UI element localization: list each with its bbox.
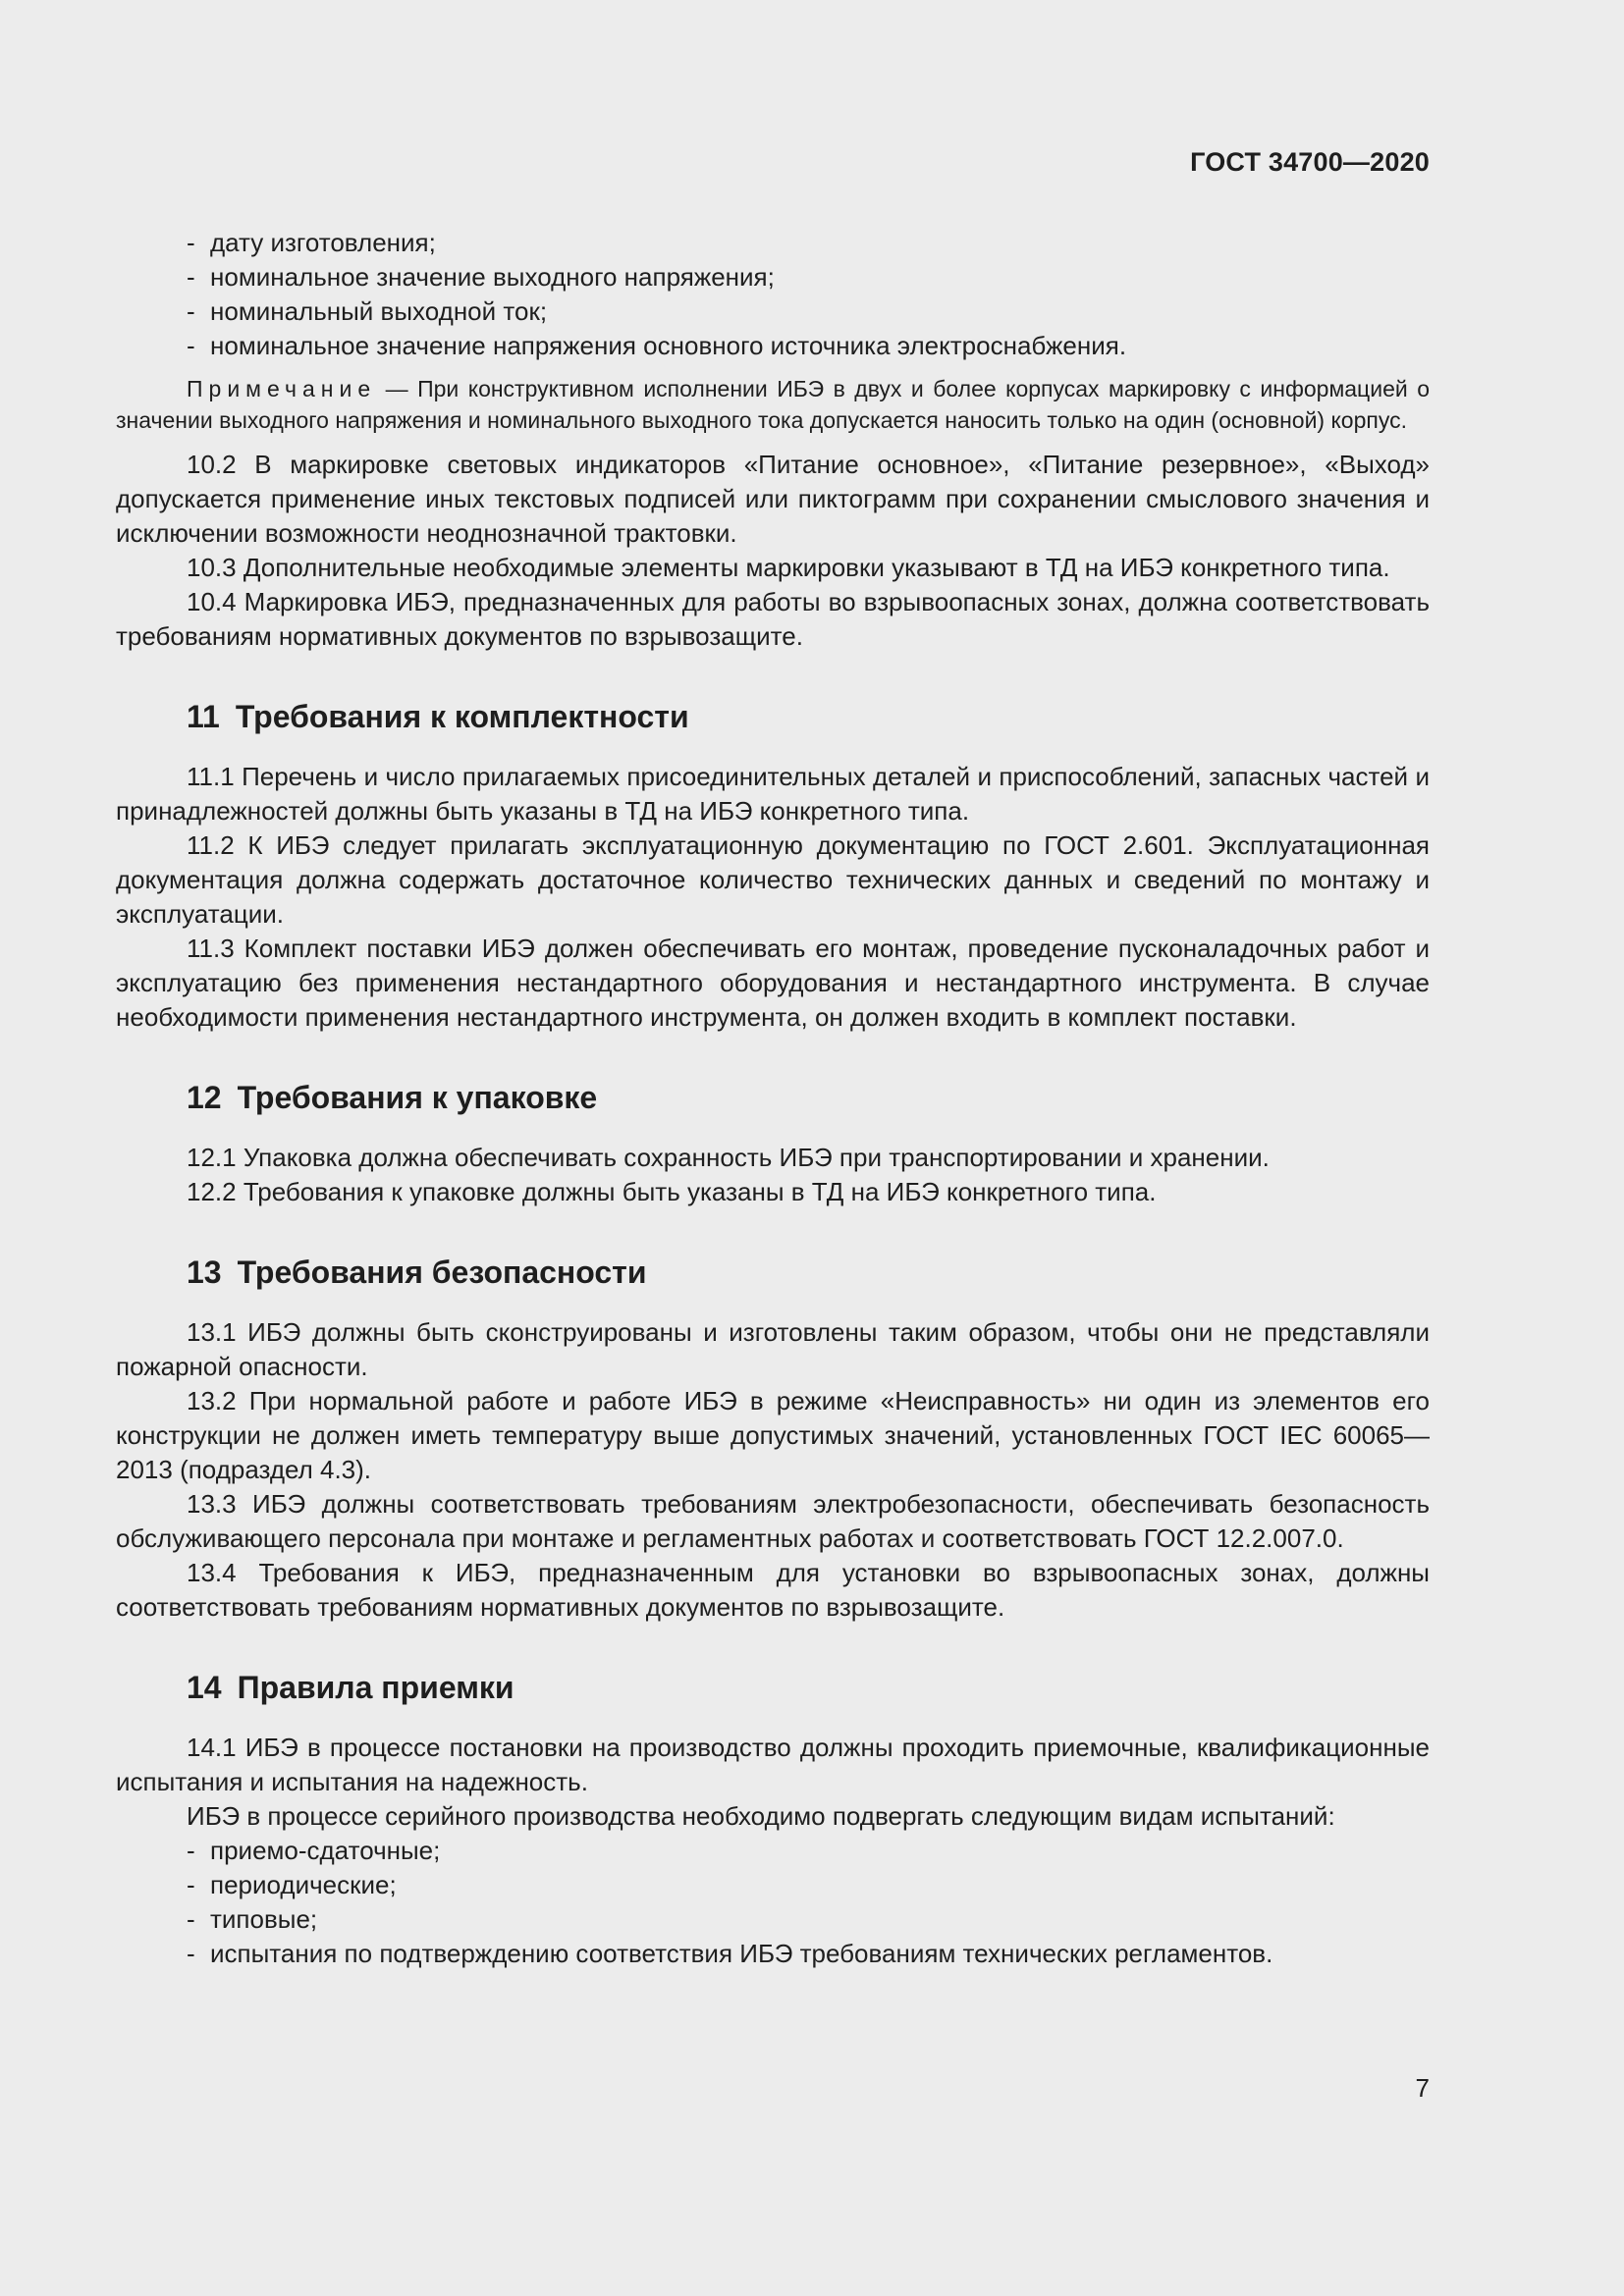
list-item: - дату изготовления; bbox=[187, 228, 436, 257]
list-item: - испытания по подтверждению соответствия ИБЭ требованиям технических регламентов. bbox=[187, 1939, 1273, 1968]
paragraph-10-2: 10.2 В маркировке световых индикаторов «Питание основное», «Питание резервное», «Выход» допускается применение иных текстовых подписей или пиктограмм при сохранении смыслового значения и исключении возможности неоднозначной трактовки. bbox=[116, 450, 1430, 548]
list-item: - типовые; bbox=[187, 1904, 318, 1934]
list-item: - номинальный выходной ток; bbox=[187, 296, 548, 326]
test-types-list bbox=[116, 1834, 1430, 1971]
page-content bbox=[116, 226, 1430, 1971]
paragraph-12-1: 12.1 Упаковка должна обеспечивать сохранность ИБЭ при транспортировании и хранении. bbox=[187, 1143, 1270, 1172]
paragraph-13-2: 13.2 При нормальной работе и работе ИБЭ в режиме «Неисправность» ни один из элементов его конструкции не должен иметь температуру выше допустимых значений, установленных ГОСТ IEC 60065—2013 (подраздел 4.3). bbox=[116, 1386, 1430, 1484]
list-item: - приемо-сдаточные; bbox=[187, 1836, 441, 1865]
paragraph-10-3: 10.3 Дополнительные необходимые элементы маркировки указывают в ТД на ИБЭ конкретного типа. bbox=[187, 553, 1390, 582]
document-header: ГОСТ 34700—2020 bbox=[1190, 147, 1430, 177]
page-number: 7 bbox=[1415, 2073, 1430, 2103]
paragraph-13-4: 13.4 Требования к ИБЭ, предназначенным для установки во взрывоопасных зонах, должны соответствовать требованиям нормативных документов по взрывозащите. bbox=[116, 1558, 1430, 1622]
paragraph-11-3: 11.3 Комплект поставки ИБЭ должен обеспечивать его монтаж, проведение пусконаладочных работ и эксплуатацию без применения нестандартного оборудования и нестандартного инструмента. В случае необходимости применения нестандартного инструмента, он должен входить в комплект поставки. bbox=[116, 934, 1430, 1032]
paragraph-14-1-cont: ИБЭ в процессе серийного производства необходимо подвергать следующим видам испытаний: bbox=[187, 1801, 1335, 1831]
paragraph-14-1: 14.1 ИБЭ в процессе постановки на производство должны проходить приемочные, квалификационные испытания и испытания на надежность. bbox=[116, 1733, 1430, 1796]
note-label: Примечание bbox=[187, 376, 377, 401]
section-heading-14: 14 Правила приемки bbox=[187, 1670, 514, 1705]
intro-list bbox=[116, 226, 1430, 363]
paragraph-11-2: 11.2 К ИБЭ следует прилагать эксплуатационную документацию по ГОСТ 2.601. Эксплуатационная документация должна содержать достаточное количество технических данных и сведений по монтажу и эксплуатации. bbox=[116, 830, 1430, 929]
section-heading-12: 12 Требования к упаковке bbox=[187, 1080, 598, 1115]
paragraph-13-1: 13.1 ИБЭ должны быть сконструированы и изготовлены таким образом, чтобы они не представляли пожарной опасности. bbox=[116, 1317, 1430, 1381]
section-heading-13: 13 Требования безопасности bbox=[187, 1255, 647, 1290]
list-item: - номинальное значение напряжения основного источника электроснабжения. bbox=[187, 331, 1127, 360]
note-text: — При конструктивном исполнении ИБЭ в двух и более корпусах маркировку с информацией о значении выходного напряжения и номинального выходного тока допускается наносить только на один (основной) корпус. bbox=[116, 376, 1430, 433]
paragraph-10-4: 10.4 Маркировка ИБЭ, предназначенных для работы во взрывоопасных зонах, должна соответствовать требованиям нормативных документов по взрывозащите. bbox=[116, 587, 1430, 651]
paragraph-13-3: 13.3 ИБЭ должны соответствовать требованиям электробезопасности, обеспечивать безопасность обслуживающего персонала при монтаже и регламентных работах и соответствовать ГОСТ 12.2.007.0. bbox=[116, 1489, 1430, 1553]
paragraph-12-2: 12.2 Требования к упаковке должны быть указаны в ТД на ИБЭ конкретного типа. bbox=[187, 1177, 1157, 1206]
section-heading-11: 11 Требования к комплектности bbox=[187, 699, 689, 734]
paragraph-11-1: 11.1 Перечень и число прилагаемых присоединительных деталей и приспособлений, запасных частей и принадлежностей должны быть указаны в ТД на ИБЭ конкретного типа. bbox=[116, 762, 1430, 826]
list-item: - номинальное значение выходного напряжения; bbox=[187, 262, 775, 292]
note-paragraph bbox=[116, 373, 1430, 436]
list-item: - периодические; bbox=[187, 1870, 397, 1899]
